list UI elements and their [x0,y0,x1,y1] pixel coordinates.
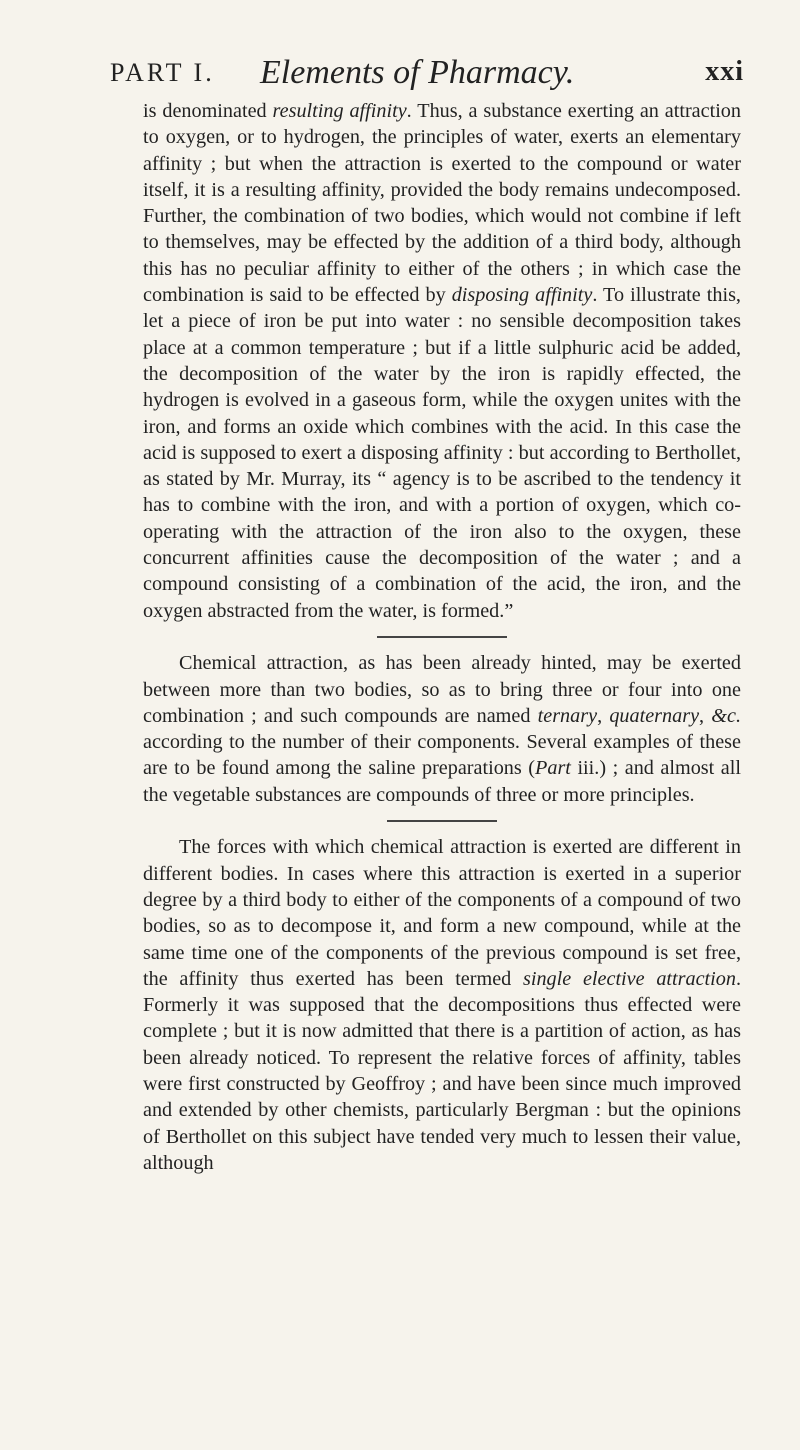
running-title: Elements of Pharmacy. [260,54,575,91]
section-divider [143,808,741,834]
part-label: PART I. [110,58,215,87]
term-disposing-affinity: disposing affinity [451,284,593,307]
term-resulting-affinity: resulting affinity [272,100,407,122]
paragraph-elective-attraction: The forces with which chemical attraction is exerted are different in different bodies. In cases where this attraction is exerted in a superior degree by a third body to either of the components of a compound of two bodies, so as to decompose it, and form a new compound, while at the same time one of the components of the previous compound is set free, the affinity thus exerted has been termed single elective attraction. Formerly it was supposed that the decompositions thus effected were complete ; but it is now admitted that there is a partition of action, as has been already noticed. To represent the relative forces of affinity, tables were first constructed by Geoffroy ; and have been since much improved and extended by other chemists, particularly Bergman : but the opinions of Berthollet on this subject have tended very much to lessen their value, although [143,836,741,1174]
term-single-elective-attraction: single elective attraction [523,967,736,990]
section-divider [143,624,741,650]
paragraph-compounds: Chemical attraction, as has been already hinted, may be exerted between more than two bodies, so as to bring three or four into one combination ; and such compounds are named ternary, quaternary, &c. according to the number of their components. Several examples of these are to be found among the saline preparations (Part iii.) ; and almost all the vegetable substances are compounds of three or more principles. [143,652,741,806]
term-etc: &c. [711,704,741,727]
running-header [110,50,744,100]
term-ternary: ternary [537,704,598,727]
term-part: Part [535,757,571,780]
body-text [143,98,741,1176]
page-number: xxi [705,56,744,87]
paragraph-affinity: is denominated resulting affinity. Thus, a substance exerting an attraction to oxygen, or to hydrogen, the principles of water, exerts an elementary affinity ; but when the attraction is exerted to the compound or water itself, it is a resulting affinity, provided the body remains undecomposed. Further, the combination of two bodies, which would not combine if left to themselves, may be effected by the addition of a third body, although this has no peculiar affinity to either of the others ; in which case the combination is said to be effected by disposing affinity. To illustrate this, let a piece of iron be put into water : no sensible decomposition takes place at a common temperature ; but if a little sulphuric acid be added, the decomposition of the water by the iron is rapidly effected, the hydrogen is evolved in a gaseous form, while the oxygen unites with the iron, and forms an oxide which combines with the acid. In this case the acid is supposed to exert a disposing affinity : but according to Berthollet, as stated by Mr. Murray, its “ agency is to be ascribed to the tendency it has to combine with the iron, and with a portion of oxygen, which co-operating with the attraction of the iron also to the oxygen, these concurrent affinities cause the decomposition of the water ; and a compound consisting of a combination of the acid, the iron, and the oxygen abstracted from the water, is formed.” [143,100,741,622]
term-quaternary: quaternary [609,704,700,727]
